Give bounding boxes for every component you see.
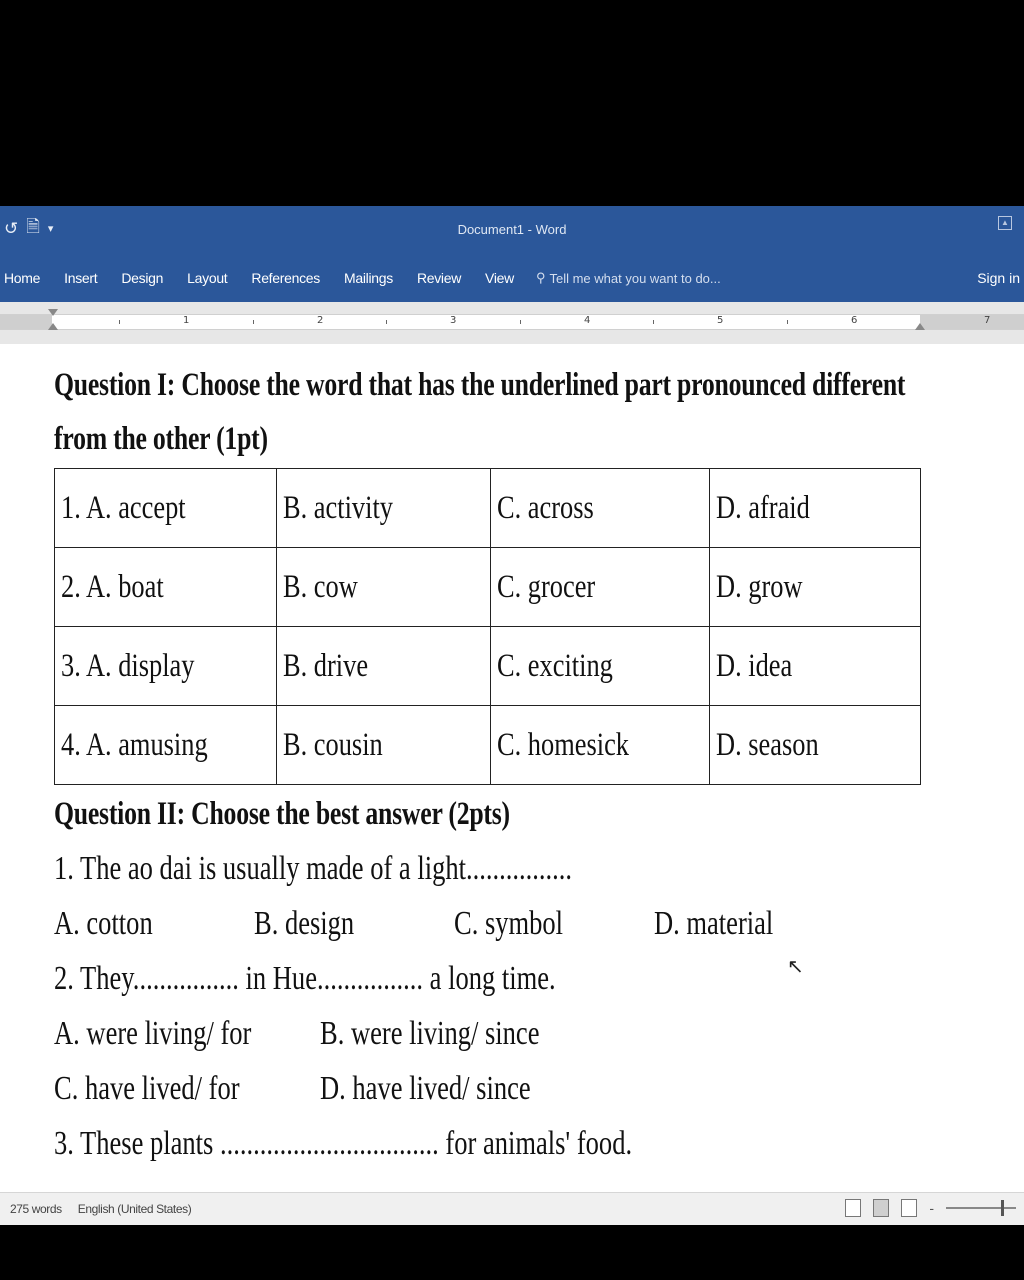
table-row [55, 469, 921, 548]
tab-view[interactable]: View [485, 270, 514, 286]
ruler-tick [253, 320, 254, 324]
option-c: C. have lived/ for [54, 1070, 240, 1107]
table-cell: C. exciting [490, 627, 709, 706]
horizontal-ruler[interactable] [0, 302, 1024, 345]
mouse-pointer-icon: ↖ [787, 956, 804, 978]
sign-in-link[interactable]: Sign in [977, 270, 1020, 286]
table-cell: B. cousin [277, 706, 490, 785]
print-layout-icon[interactable] [873, 1199, 889, 1217]
ruler-number: 6 [851, 315, 858, 326]
ruler-number: 3 [450, 315, 457, 326]
q2-item-1-options [54, 896, 924, 951]
ruler-tick [119, 320, 120, 324]
option-b: B. design [254, 905, 355, 942]
ruler-right-margin [920, 315, 1024, 329]
q1-heading-line2: from the other (1pt) [54, 421, 268, 457]
option-d: D. material [654, 905, 774, 942]
ruler-tick [386, 320, 387, 324]
q2-item-2-options-row1 [54, 1006, 924, 1061]
window-title: Document1 - Word [457, 222, 567, 237]
table-cell: 3. A. display [55, 627, 277, 706]
tab-home[interactable]: Home [4, 270, 41, 286]
ruler-tick [520, 320, 521, 324]
zoom-out-icon[interactable]: - [929, 1200, 934, 1216]
web-layout-icon[interactable] [901, 1199, 917, 1217]
ruler-left-margin [0, 315, 52, 329]
ribbon-tabs-bar [0, 256, 1024, 302]
tab-insert[interactable]: Insert [64, 270, 98, 286]
table-cell: D. afraid [709, 469, 920, 548]
ribbon-display-options-icon[interactable]: ▲ [998, 216, 1012, 230]
q2-heading: Question II: Choose the best answer (2pts) [54, 796, 510, 832]
option-b: B. were living/ since [320, 1015, 540, 1052]
hanging-indent-marker[interactable] [48, 323, 58, 330]
table-row [55, 706, 921, 785]
lightbulb-icon: ⚲ [535, 270, 546, 285]
undo-icon[interactable]: ↺ [4, 218, 19, 238]
table-cell: D. idea [709, 627, 920, 706]
first-line-indent-marker[interactable] [48, 309, 58, 316]
option-a: A. were living/ for [54, 1015, 252, 1052]
q2-item-2-options-row2 [54, 1061, 924, 1116]
document-body[interactable] [54, 358, 924, 1164]
tab-design[interactable]: Design [121, 270, 164, 286]
table-row [55, 548, 921, 627]
read-mode-icon[interactable] [845, 1199, 861, 1217]
table-cell: C. grocer [490, 548, 709, 627]
customize-icon[interactable]: ▾ [47, 223, 54, 235]
ruler-number: 1 [183, 315, 190, 326]
document-page[interactable] [0, 344, 1024, 1164]
q2-item-2: 2. They................ in Hue................ a long time. [54, 960, 556, 997]
table-cell: D. grow [709, 548, 920, 627]
ruler-tick [653, 320, 654, 324]
tab-references[interactable]: References [251, 270, 320, 286]
ruler-number: 4 [584, 315, 591, 326]
table-row [55, 627, 921, 706]
tab-review[interactable]: Review [416, 270, 462, 286]
table-cell: D. season [709, 706, 920, 785]
table-cell: B. drive [277, 627, 490, 706]
table-cell: 1. A. accept [55, 469, 277, 548]
pronunciation-table [54, 468, 921, 785]
table-cell: C. homesick [490, 706, 709, 785]
q2-item-1: 1. The ao dai is usually made of a light................ [54, 850, 573, 887]
ruler-number: 2 [317, 315, 324, 326]
word-count[interactable]: 275 words [10, 1202, 62, 1216]
language-indicator[interactable]: English (United States) [77, 1202, 192, 1216]
tab-layout[interactable]: Layout [187, 270, 228, 286]
zoom-slider-thumb[interactable] [1001, 1200, 1004, 1216]
print-preview-icon[interactable]: 🗎 [26, 217, 40, 236]
option-a: A. cotton [54, 905, 153, 942]
status-bar [0, 1192, 1024, 1225]
ruler-number: 7 [984, 315, 991, 326]
right-indent-marker[interactable] [915, 323, 925, 330]
table-cell: 4. A. amusing [55, 706, 277, 785]
table-cell: 2. A. boat [55, 548, 277, 627]
q1-heading-line1: Question I: Choose the word that has the underlined part pronounced different [54, 367, 906, 403]
tell-me-search[interactable] [536, 270, 721, 286]
tab-mailings[interactable]: Mailings [343, 270, 393, 286]
title-bar [0, 206, 1024, 256]
table-cell: B. cow [277, 548, 490, 627]
q2-item-3: 3. These plants ................................. for animals' food. [54, 1125, 633, 1162]
table-cell: B. activity [277, 469, 490, 548]
tell-me-text: Tell me what you want to do... [549, 270, 721, 286]
word-window [0, 206, 1024, 1224]
option-d: D. have lived/ since [320, 1070, 531, 1107]
ruler-number: 5 [717, 315, 724, 326]
option-c: C. symbol [454, 905, 564, 942]
zoom-slider[interactable] [946, 1207, 1016, 1209]
table-cell: C. across [490, 469, 709, 548]
ruler-tick [787, 320, 788, 324]
